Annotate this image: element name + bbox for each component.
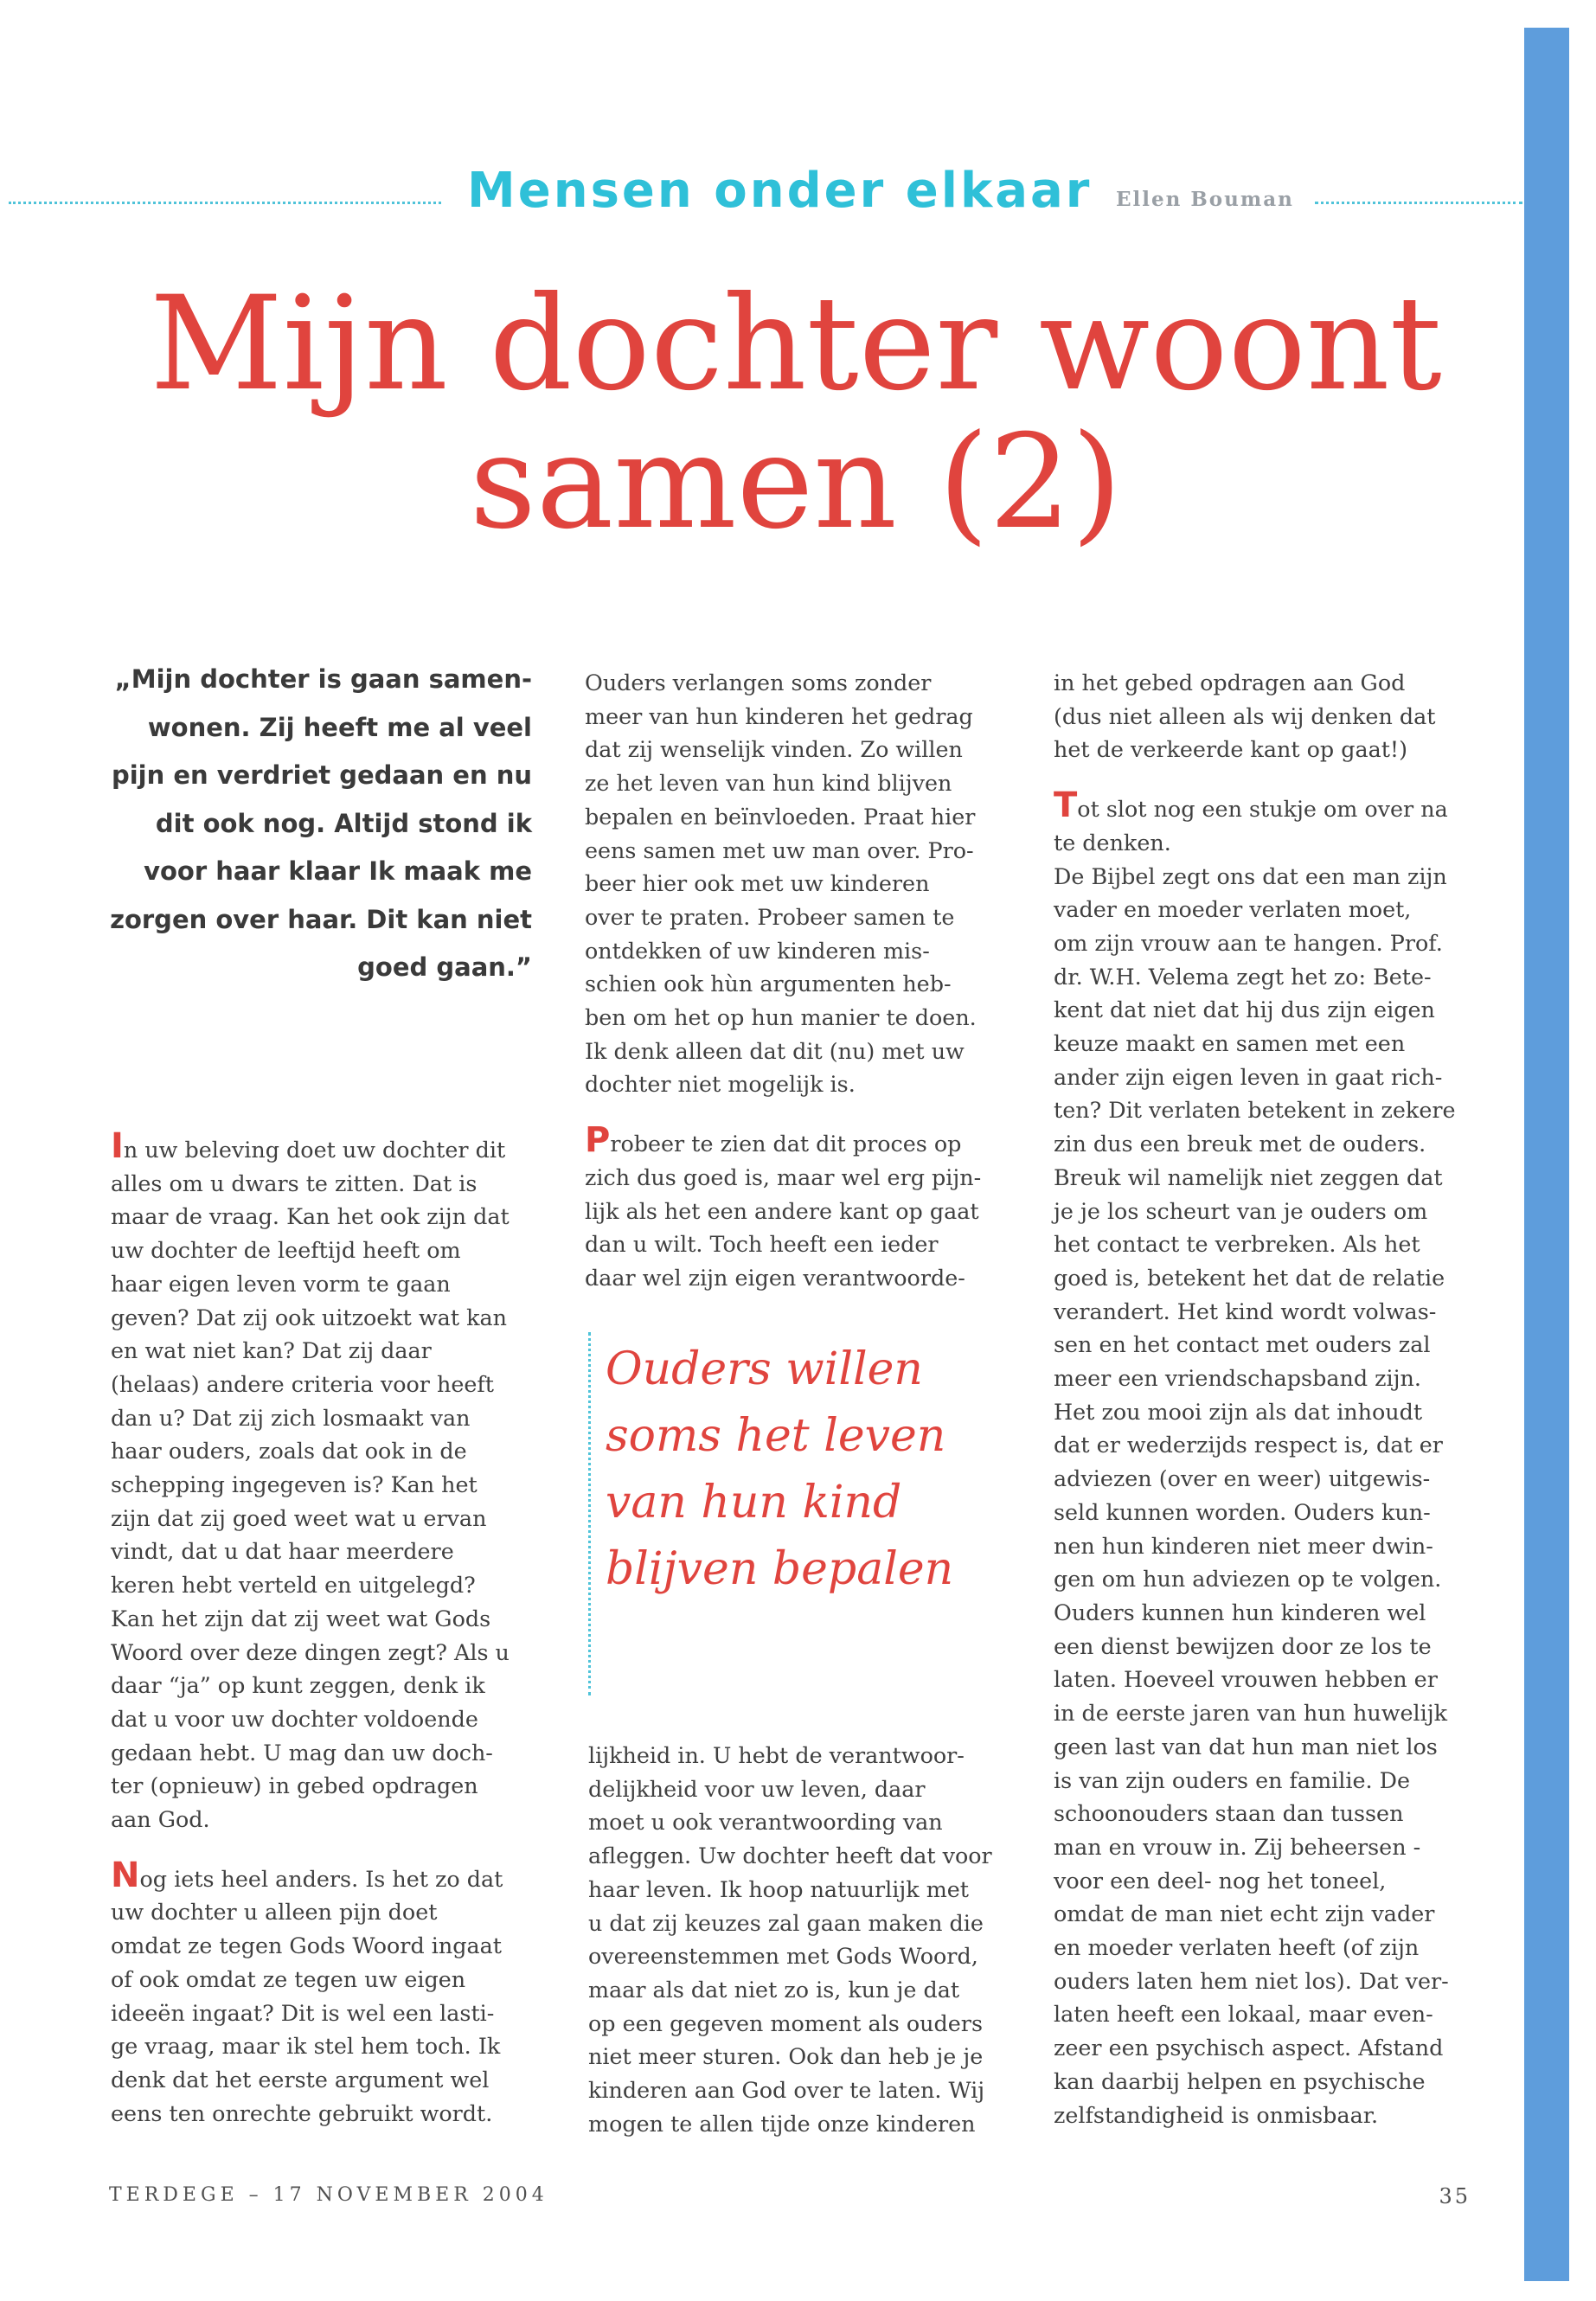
- page-number: 35: [1439, 2184, 1471, 2208]
- text-column-3: [1054, 666, 1503, 2131]
- drop-cap: I: [111, 1126, 124, 1166]
- rubric-divider-left: [9, 202, 441, 204]
- paragraph-text: Ouders verlangen soms zonder meer van hun kinderen het gedrag dat zij wenselijk vinden. Zo willen ze het leven van hun kind blijven bepalen en beïnvloeden. Praat hier eens samen met uw man over. Pro- beer hier ook met uw kinderen over te praten. Probeer samen te ontdekken of uw kinderen mis- schien ook hùn argumenten heb- ben om het op hun manier te doen. Ik denk alleen dat dit (nu) met uw dochter niet mogelijk is.: [585, 670, 977, 1098]
- text-column-2-bottom: [588, 1739, 1038, 2140]
- paragraph: [1054, 785, 1503, 2131]
- text-column-2-top: [585, 666, 1035, 1295]
- pull-quote-rule: [588, 1332, 591, 1695]
- paragraph-text: ot slot nog een stukje om over na te denken. De Bijbel zegt ons dat een man zijn vader en moeder verlaten moet, om zijn vrouw aan te hangen. Prof. dr. W.H. Velema zegt het zo: Bete- kent dat niet dat hij dus zijn eigen keuze maakt en samen met een ander zijn eigen leven in gaat rich- ten? Dit verlaten betekent in zekere zin dus een breuk met de ouders. Breuk wil namelijk niet zeggen dat je je los scheurt van je ouders om het contact te verbreken. Als het goed is, betekent het dat de relatie verandert. Het kind wordt volwas- sen en het contact met ouders zal meer een vriendschapsband zijn. Het zou mooi zijn als dat inhoudt dat er wederzijds respect is, dat er adviezen (over en weer) uitgewis- seld kunnen worden. Ouders kun- nen hun kinderen niet meer dwin- gen om hun adviezen op te volgen. Ouders kunnen hun kinderen wel een dienst bewijzen door ze los te laten. Hoeveel vrouwen hebben er in de eerste jaren van hun huwelijk geen last van dat hun man niet los is van zijn ouders en familie. De schoonouders staan dan tussen man en vrouw in. Zij beheersen - voor een deel- nog het toneel, omdat de man niet echt zijn vader en moeder verlaten heeft (of zijn ouders laten hem niet los). Dat ver- laten heeft een lokaal, maar even- zeer een psychisch aspect. Afstand kan daarbij helpen en psychische zelfstandigheid is onmisbaar.: [1054, 796, 1456, 2128]
- drop-cap: P: [585, 1120, 611, 1161]
- paragraph-text: lijkheid in. U hebt de verantwoor- delijkheid voor uw leven, daar moet u ook verantwoording van afleggen. Uw dochter heeft dat voor haar leven. Ik hoop natuurlijk met u dat zij keuzes zal gaan maken die overeenstemmen met Gods Woord, maar als dat niet zo is, kun je dat op een gegeven moment als ouders niet meer sturen. Ook dan heb je je kinderen aan God over te laten. Wij mogen te allen tijde onze kinderen: [588, 1742, 992, 2137]
- drop-cap: N: [111, 1855, 140, 1895]
- side-color-strip: [1524, 28, 1569, 2281]
- text-column-1: [111, 1126, 561, 2130]
- pull-quote: Ouders willen soms het leven van hun kind blijven bepalen: [606, 1343, 954, 1595]
- paragraph-text: n uw beleving doet uw dochter dit alles om u dwars te zitten. Dat is maar de vraag. Kan het ook zijn dat uw dochter de leeftijd heeft om haar eigen leven vorm te gaan geven? Dat zij ook uitzoekt wat kan en wat niet kan? Dat zij daar (helaas) andere criteria voor heeft dan u? Dat zij zich losmaakt van haar ouders, zoals dat ook in de schepping ingegeven is? Kan het zijn dat zij goed weet wat u ervan vindt, dat u dat haar meerdere keren hebt verteld en uitgelegd? Kan het zijn dat zij weet wat Gods Woord over deze dingen zegt? Als u daar “ja” op kunt zeggen, denk ik dat u voor uw dochter voldoende gedaan hebt. U mag dan uw doch- ter (opnieuw) in gebed opdragen aan God.: [111, 1137, 510, 1833]
- author-name: Ellen Bouman: [1116, 188, 1294, 211]
- paragraph-text: robeer te zien dat dit proces op zich dus goed is, maar wel erg pijn- lijk als het een andere kant op gaat dan u wilt. Toch heeft een ieder daar wel zijn eigen verantwoorde-: [585, 1131, 982, 1291]
- article-title: Mijn dochter woont samen (2): [150, 269, 1442, 558]
- paragraph: [585, 1120, 1035, 1295]
- intro-quote: „Mijn dochter is gaan samen-wonen. Zij heeft me al veel pijn en verdriet gedaan en nu dit ook nog. Altijd stond ik voor haar klaar Ik maak me zorgen over haar. Dit kan niet goed gaan.”: [110, 664, 532, 982]
- paragraph: [111, 1855, 561, 2131]
- paragraph: [111, 1126, 561, 1836]
- paragraph-text: in het gebed opdragen aan God (dus niet alleen als wij denken dat het de verkeerde kant op gaat!): [1054, 670, 1436, 763]
- section-rubric: Mensen onder elkaar: [467, 163, 1093, 219]
- drop-cap: T: [1054, 785, 1078, 826]
- rubric-divider-right: [1315, 202, 1522, 204]
- publication-footer: TERDEGE – 17 NOVEMBER 2004: [109, 2184, 548, 2206]
- paragraph-text: og iets heel anders. Is het zo dat uw dochter u alleen pijn doet omdat ze tegen Gods Woord ingaat of ook omdat ze tegen uw eigen ideeën ingaat? Dit is wel een lasti- ge vraag, maar ik stel hem toch. Ik denk dat het eerste argument wel eens ten onrechte gebruikt wordt.: [111, 1865, 503, 2126]
